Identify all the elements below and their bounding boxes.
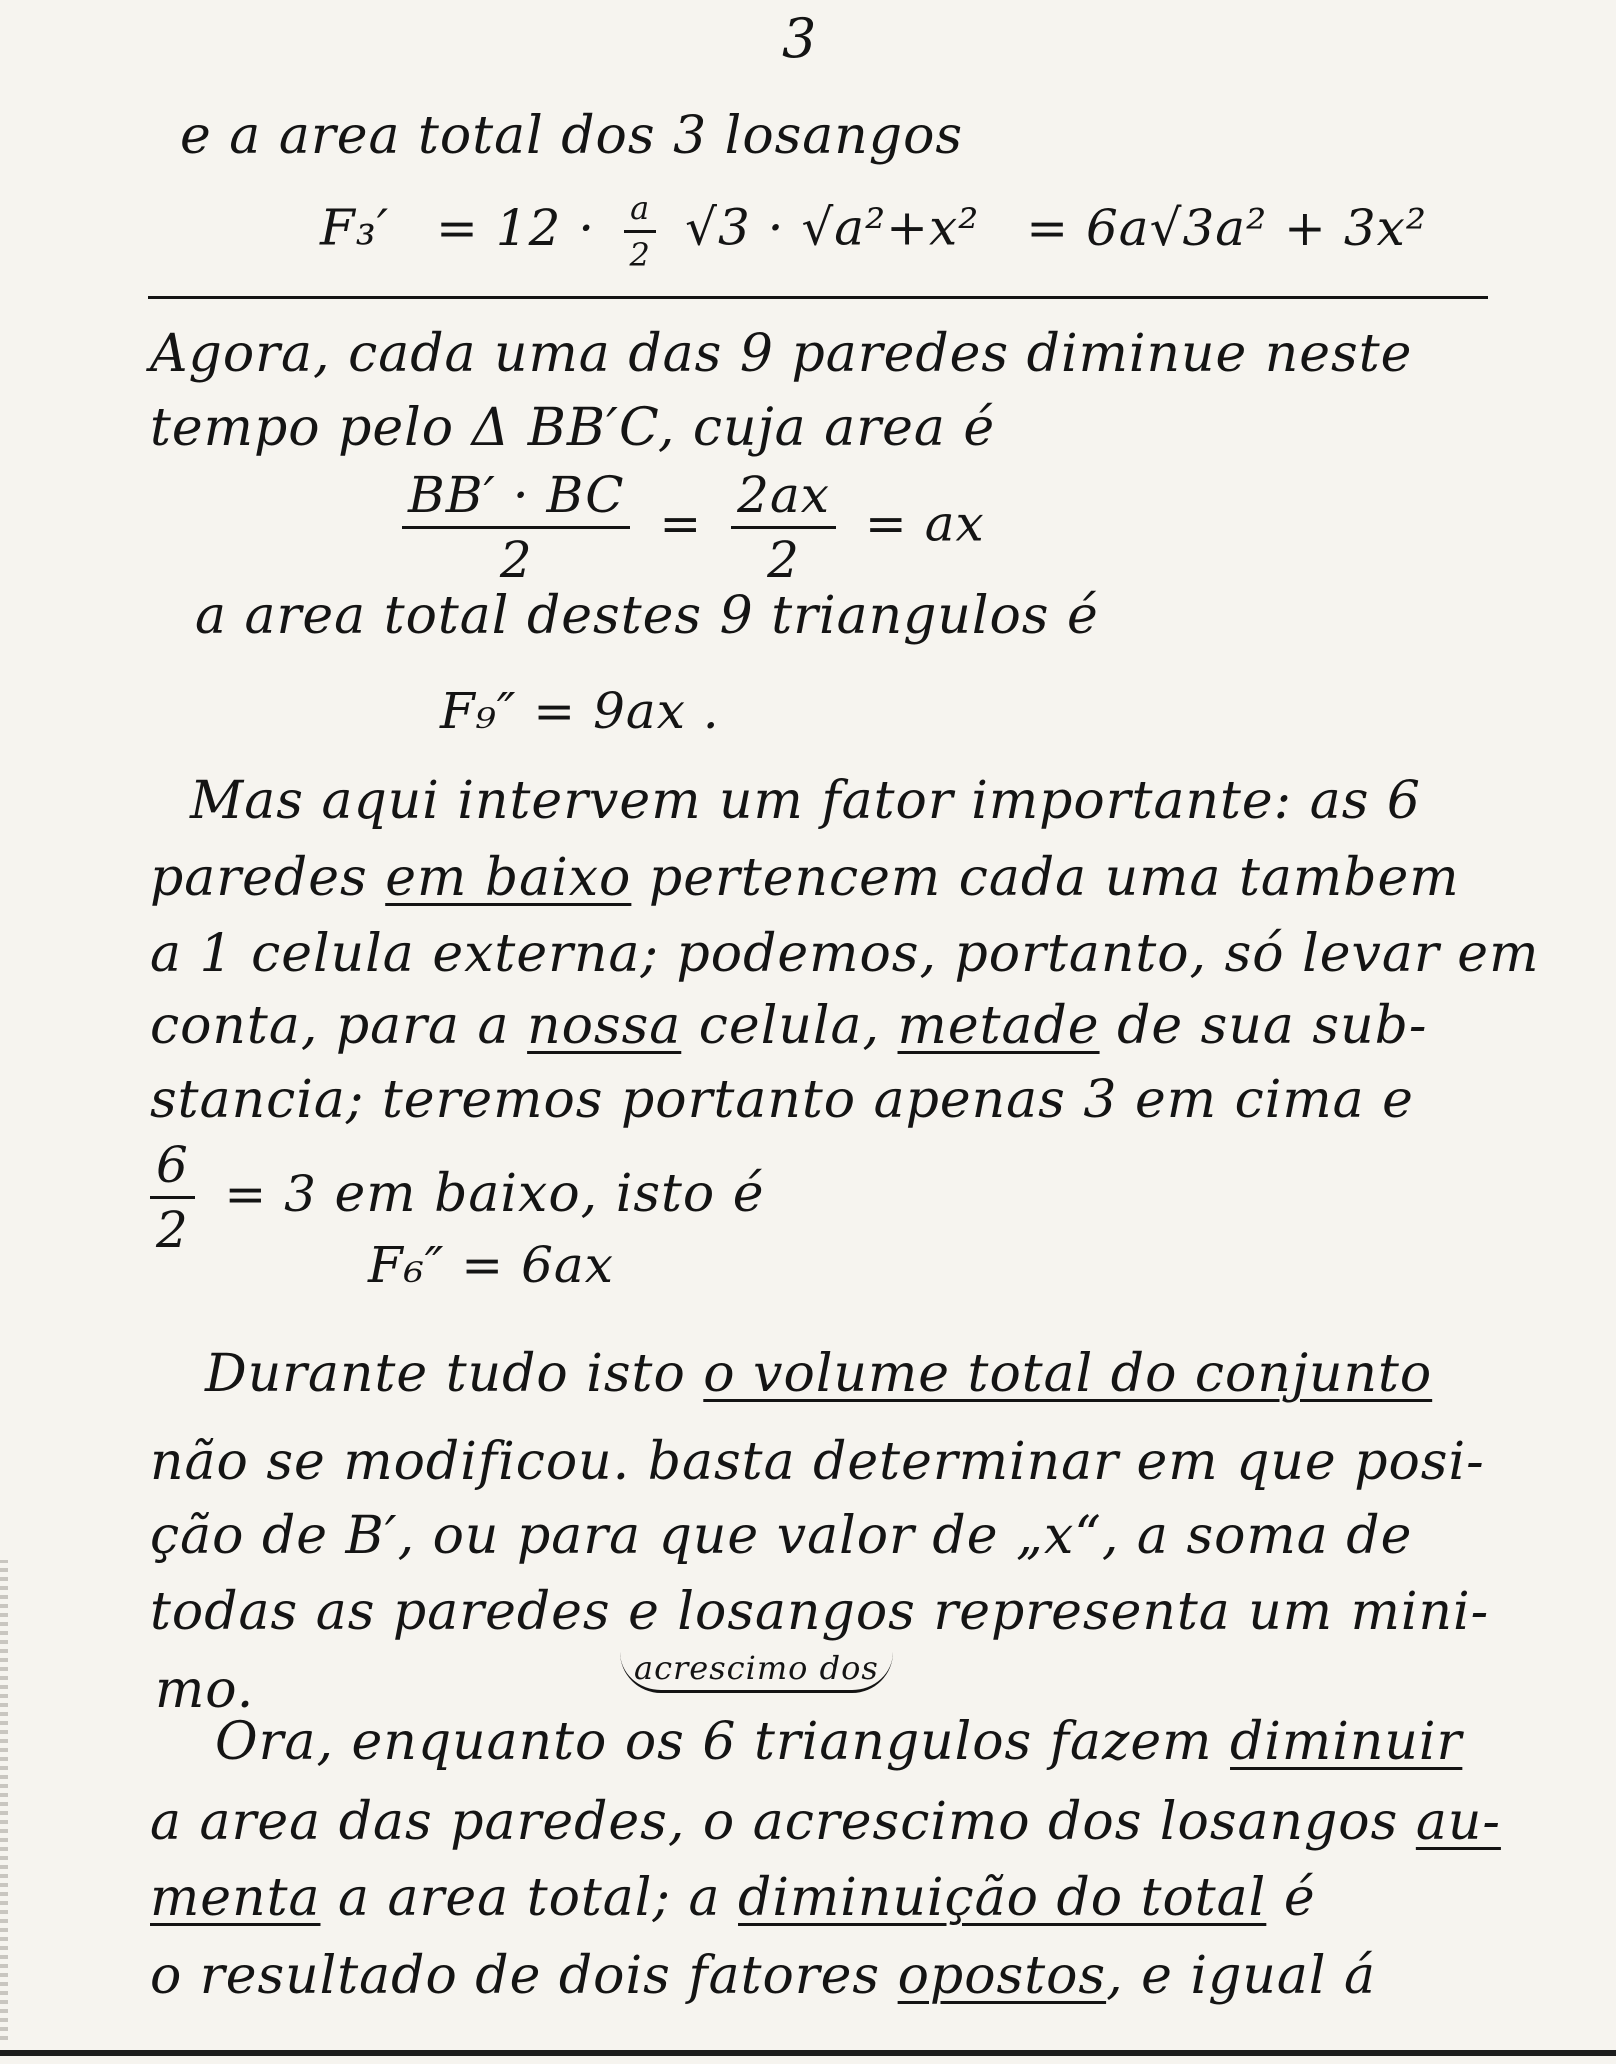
line-11-end: de sua sub- bbox=[1099, 996, 1428, 1056]
formula-bbc-result: = ax bbox=[864, 494, 985, 553]
fraction-6-2-result: = 3 bbox=[224, 1165, 317, 1223]
line-3: Agora, cada uma das 9 paredes diminue neste bbox=[150, 324, 1413, 384]
line-9-start: paredes bbox=[150, 848, 386, 908]
fraction-6-2-num: 6 bbox=[150, 1140, 195, 1199]
line-23-start: o resultado de dois fatores bbox=[150, 1946, 898, 2006]
line-18: todas as paredes e losangos representa um mini- bbox=[150, 1582, 1490, 1642]
line-21 bbox=[150, 1792, 1501, 1852]
fraction-6-2-den: 2 bbox=[156, 1201, 189, 1259]
formula-bbc-eq: = bbox=[659, 494, 703, 553]
line-20-start: Ora, enquanto os 6 triangulos fazem bbox=[215, 1712, 1231, 1772]
line-11-nossa: nossa bbox=[527, 996, 682, 1056]
line-15-start: Durante tudo isto bbox=[205, 1344, 704, 1404]
insertion-note: acrescimo dos bbox=[620, 1652, 893, 1693]
line-15 bbox=[205, 1344, 1433, 1404]
line-23-end: , e igual á bbox=[1106, 1946, 1377, 2006]
scan-edge-bottom bbox=[0, 2050, 1616, 2056]
line-17: ção de B′, ou para que valor de „x“, a soma de bbox=[150, 1506, 1413, 1566]
formula-f3-fraction bbox=[624, 189, 656, 274]
formula-f9: F₉″ = 9ax . bbox=[440, 682, 720, 740]
formula-f3-frac-den: 2 bbox=[629, 236, 651, 274]
line-15-underlined: o volume total do conjunto bbox=[703, 1344, 1433, 1404]
fraction-6-2 bbox=[150, 1136, 195, 1259]
line-22-menta: menta bbox=[150, 1868, 321, 1928]
line-13-text: em baixo, isto é bbox=[334, 1164, 765, 1224]
line-11-start: conta, para a bbox=[150, 996, 528, 1056]
formula-bbc-num: BB′ · BC bbox=[402, 470, 630, 529]
line-21-start: a area das paredes, o acrescimo dos losangos bbox=[150, 1792, 1416, 1852]
line-20 bbox=[215, 1712, 1463, 1772]
formula-bbc-den: 2 bbox=[499, 531, 533, 589]
line-22-mid: a area total; a bbox=[320, 1868, 739, 1928]
formula-f3-roots: √3 · √a²+x² bbox=[685, 198, 980, 257]
formula-2ax-fraction bbox=[731, 466, 836, 589]
line-1: e a area total dos 3 losangos bbox=[180, 106, 964, 166]
section-divider bbox=[148, 296, 1488, 299]
line-19: mo. bbox=[155, 1660, 255, 1720]
line-23 bbox=[150, 1946, 1377, 2006]
formula-f6: F₆″ = 6ax bbox=[368, 1236, 614, 1294]
line-12: stancia; teremos portanto apenas 3 em cima e bbox=[150, 1070, 1414, 1130]
line-11-metade: metade bbox=[897, 996, 1100, 1056]
formula-f3-frac-num: a bbox=[624, 192, 656, 233]
line-8: Mas aqui intervem um fator importante: as 6 bbox=[190, 771, 1422, 831]
scan-edge-left bbox=[0, 1560, 8, 2040]
line-16: não se modificou. basta determinar em que posi- bbox=[150, 1432, 1485, 1492]
formula-f3-eq1: = 12 · bbox=[436, 198, 596, 257]
line-9 bbox=[150, 848, 1460, 908]
formula-f3-lhs: F₃′ bbox=[320, 198, 390, 257]
line-21-underlined: au- bbox=[1415, 1792, 1501, 1852]
formula-2ax-den: 2 bbox=[767, 531, 800, 589]
page-number: 3 bbox=[782, 7, 818, 70]
line-22 bbox=[150, 1868, 1316, 1928]
formula-f3-prime bbox=[320, 189, 1427, 274]
line-9-end: pertencem cada uma tambem bbox=[631, 848, 1460, 908]
line-11-mid: celula, bbox=[681, 996, 898, 1056]
formula-triangle-area bbox=[390, 466, 985, 589]
formula-bbc-fraction bbox=[402, 466, 630, 589]
formula-2ax-num: 2ax bbox=[731, 470, 836, 529]
line-9-underlined: em baixo bbox=[385, 848, 632, 908]
line-23-underlined: opostos bbox=[897, 1946, 1107, 2006]
formula-f3-result: = 6a√3a² + 3x² bbox=[1026, 198, 1427, 257]
line-10: a 1 celula externa; podemos, portanto, só levar em bbox=[150, 924, 1540, 984]
line-4: tempo pelo Δ BB′C, cuja area é bbox=[150, 398, 996, 458]
line-22-end: é bbox=[1266, 1868, 1316, 1928]
line-20-underlined: diminuir bbox=[1230, 1712, 1463, 1772]
line-11 bbox=[150, 996, 1428, 1056]
line-22-underlined: diminuição do total bbox=[738, 1868, 1267, 1928]
line-6: a area total destes 9 triangulos é bbox=[195, 586, 1099, 646]
